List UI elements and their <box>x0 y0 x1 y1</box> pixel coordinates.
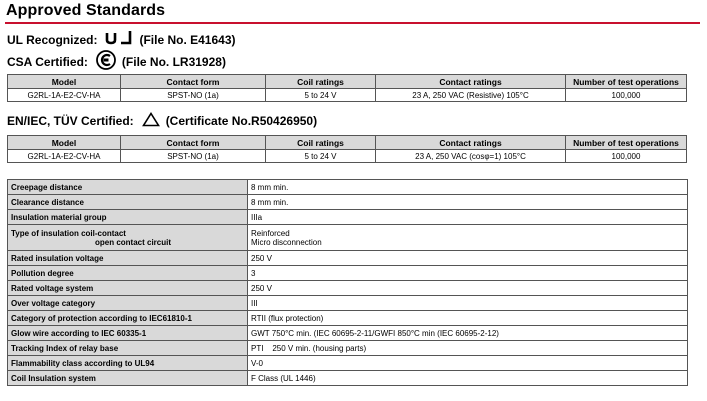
spec-row <box>8 281 688 296</box>
spec-value: GWT 750°C min. (IEC 60695-2-11/GWFI 850°C min (IEC 60695-2-12) <box>248 326 688 341</box>
spec-key <box>8 225 248 251</box>
col-test-operations: Number of test operations <box>566 136 687 150</box>
table-row <box>8 89 687 102</box>
table-header-row <box>8 75 687 89</box>
cell-model: G2RL-1A-E2-CV-HA <box>8 89 121 102</box>
spec-value <box>248 225 688 251</box>
spec-value: PTI 250 V min. (housing parts) <box>248 341 688 356</box>
spec-value: F Class (UL 1446) <box>248 371 688 386</box>
cell-model: G2RL-1A-E2-CV-HA <box>8 150 121 163</box>
spec-value-subline: Micro disconnection <box>251 237 322 247</box>
spec-row <box>8 266 688 281</box>
spec-row <box>8 371 688 386</box>
spec-value: 8 mm min. <box>248 180 688 195</box>
col-coil-ratings: Coil ratings <box>266 136 376 150</box>
col-model: Model <box>8 75 121 89</box>
cell-test-operations: 100,000 <box>566 150 687 163</box>
spec-value: RTII (flux protection) <box>248 311 688 326</box>
en-iec-certification <box>7 112 317 130</box>
ul-csa-ratings-table <box>7 74 687 102</box>
spec-value: IIIa <box>248 210 688 225</box>
ul-label: UL Recognized: <box>7 32 98 47</box>
spec-key: Creepage distance <box>8 180 248 195</box>
spec-key: Rated insulation voltage <box>8 251 248 266</box>
spec-row <box>8 195 688 210</box>
en-iec-certificate-no: (Certificate No.R50426950) <box>165 114 318 128</box>
cell-contact-ratings: 23 A, 250 VAC (cosφ=1) 105°C <box>376 150 566 163</box>
title-divider <box>5 22 700 24</box>
col-model: Model <box>8 136 121 150</box>
cell-contact-form: SPST-NO (1a) <box>121 150 266 163</box>
spec-key: Insulation material group <box>8 210 248 225</box>
spec-value: III <box>248 296 688 311</box>
spec-row <box>8 326 688 341</box>
cell-coil-ratings: 5 to 24 V <box>266 89 376 102</box>
spec-key: Flammability class according to UL94 <box>8 356 248 371</box>
spec-value: 250 V <box>248 281 688 296</box>
csa-logo-icon <box>96 50 116 73</box>
csa-label: CSA Certified: <box>7 54 88 69</box>
en-iec-ratings-table <box>7 135 687 163</box>
col-contact-form: Contact form <box>121 136 266 150</box>
tuv-triangle-icon <box>142 112 160 130</box>
spec-key: Clearance distance <box>8 195 248 210</box>
spec-key: Pollution degree <box>8 266 248 281</box>
spec-key: Category of protection according to IEC61810-1 <box>8 311 248 326</box>
spec-row <box>8 341 688 356</box>
spec-key: Tracking Index of relay base <box>8 341 248 356</box>
col-contact-form: Contact form <box>121 75 266 89</box>
table-header-row <box>8 136 687 150</box>
col-test-operations: Number of test operations <box>566 75 687 89</box>
spec-value: 250 V <box>248 251 688 266</box>
spec-row <box>8 210 688 225</box>
spec-row <box>8 225 688 251</box>
spec-key-subline: open contact circuit <box>95 237 172 247</box>
spec-key-line: Type of insulation coil-contact <box>11 228 126 238</box>
spec-value: 8 mm min. <box>248 195 688 210</box>
spec-key: Coil Insulation system <box>8 371 248 386</box>
col-coil-ratings: Coil ratings <box>266 75 376 89</box>
spec-row <box>8 296 688 311</box>
spec-value-line: Reinforced <box>251 228 290 238</box>
cell-contact-ratings: 23 A, 250 VAC (Resistive) 105°C <box>376 89 566 102</box>
insulation-specs-table <box>7 179 688 386</box>
table-row <box>8 150 687 163</box>
spec-row <box>8 311 688 326</box>
en-iec-label: EN/IEC, TÜV Certified: <box>7 114 134 128</box>
spec-key: Glow wire according to IEC 60335-1 <box>8 326 248 341</box>
cell-test-operations: 100,000 <box>566 89 687 102</box>
spec-value: V-0 <box>248 356 688 371</box>
ul-certification <box>7 31 236 48</box>
spec-key: Rated voltage system <box>8 281 248 296</box>
spec-key: Over voltage category <box>8 296 248 311</box>
col-contact-ratings: Contact ratings <box>376 75 566 89</box>
ul-recognized-icon <box>105 31 133 48</box>
spec-value: 3 <box>248 266 688 281</box>
col-contact-ratings: Contact ratings <box>376 136 566 150</box>
page-title: Approved Standards <box>6 2 166 19</box>
spec-row <box>8 180 688 195</box>
spec-row <box>8 251 688 266</box>
cell-coil-ratings: 5 to 24 V <box>266 150 376 163</box>
csa-certification <box>7 50 226 73</box>
csa-file-no: (File No. LR31928) <box>121 54 226 69</box>
spec-row <box>8 356 688 371</box>
ul-file-no: (File No. E41643) <box>139 32 236 47</box>
cell-contact-form: SPST-NO (1a) <box>121 89 266 102</box>
